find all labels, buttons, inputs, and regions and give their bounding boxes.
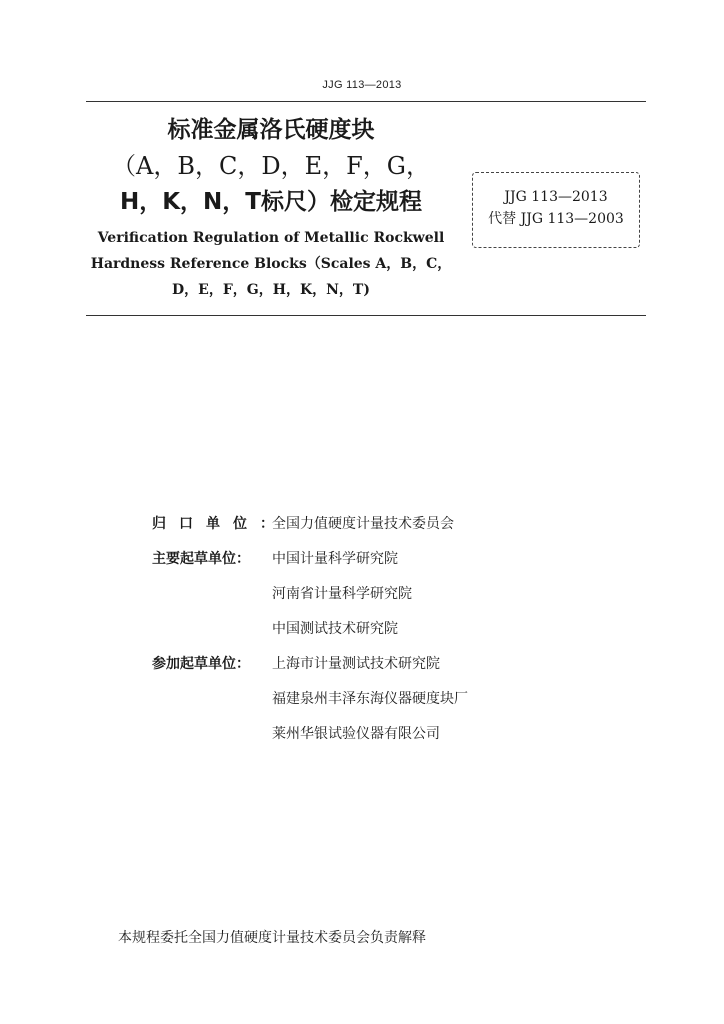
title-en-line-3: D，E，F，G，H，K，N，T) <box>172 282 370 298</box>
title-en-line-2: Hardness Reference Blocks（Scales A，B，C， <box>90 256 452 272</box>
units-section <box>152 513 468 758</box>
responsible-unit-label: 归口单位： <box>152 516 287 532</box>
title-zh-line-3: H，K，N，T标尺）检定规程 <box>119 189 422 215</box>
main-drafting-row <box>152 583 468 618</box>
responsible-unit-value: 全国力值硬度计量技术委员会 <box>272 516 454 532</box>
responsible-unit-row <box>152 513 468 548</box>
interpretation-note: 本规程委托全国力值硬度计量技术委员会负责解释 <box>118 930 426 946</box>
standard-code-current: JJG 113—2013 <box>504 189 608 205</box>
main-drafting-row <box>152 548 468 583</box>
participating-drafting-unit: 福建泉州丰泽东海仪器硬度块厂 <box>272 691 468 707</box>
title-english-block <box>86 225 456 303</box>
participating-drafting-row <box>152 653 468 688</box>
title-bottom-rule <box>86 315 646 316</box>
standard-code-replaces: 代替 JJG 113—2003 <box>488 211 624 227</box>
main-drafting-unit: 中国计量科学研究院 <box>272 551 398 567</box>
title-en-line-1: Verification Regulation of Metallic Rockwell <box>97 230 445 246</box>
header-rule <box>86 101 646 102</box>
page-header-code: JJG 113—2013 <box>322 79 402 91</box>
main-drafting-unit: 河南省计量科学研究院 <box>272 586 412 602</box>
title-zh-line-1: 标准金属洛氏硬度块 <box>167 117 375 143</box>
title-block <box>86 112 456 220</box>
main-drafting-label: 主要起草单位： <box>152 551 250 567</box>
participating-drafting-unit: 上海市计量测试技术研究院 <box>272 656 440 672</box>
standard-code-box <box>472 172 640 248</box>
participating-drafting-unit: 莱州华银试验仪器有限公司 <box>272 726 440 742</box>
participating-drafting-row <box>152 688 468 723</box>
main-drafting-unit: 中国测试技术研究院 <box>272 621 398 637</box>
title-zh-line-2: （A，B，C，D，E，F，G， <box>112 152 430 180</box>
participating-drafting-row <box>152 723 468 758</box>
participating-drafting-label: 参加起草单位： <box>152 656 250 672</box>
main-drafting-row <box>152 618 468 653</box>
